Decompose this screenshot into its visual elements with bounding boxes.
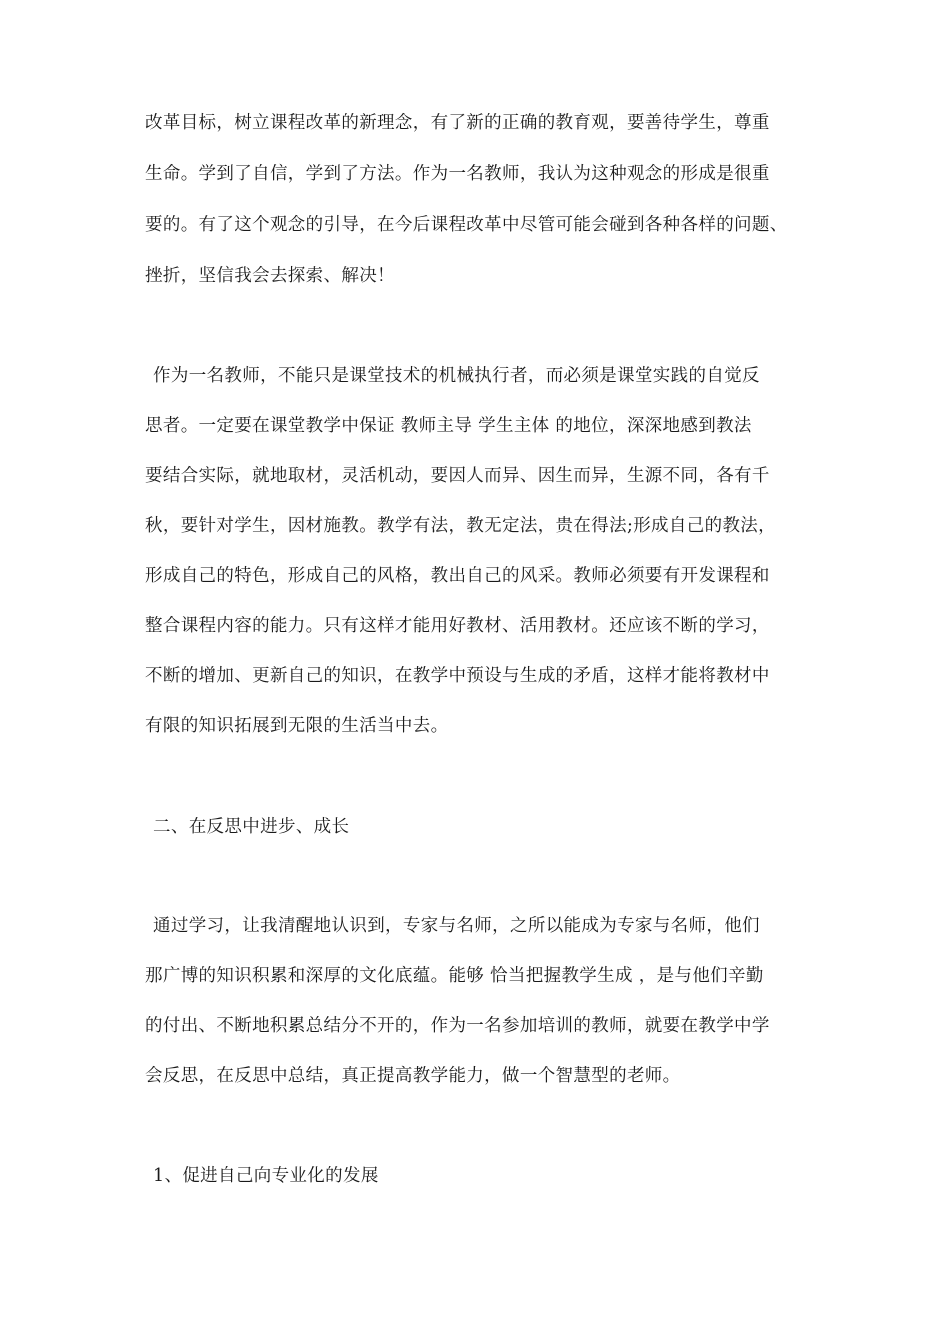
paragraph-1-line-3: 要的。有了这个观念的引导，在今后课程改革中尽管可能会碰到各种各样的问题、 — [145, 215, 788, 235]
paragraph-3-line-3: 的付出、不断地积累总结分不开的，作为一名参加培训的教师，就要在教学中学 — [145, 1016, 770, 1036]
paragraph-2-line-3: 要结合实际，就地取材，灵活机动，要因人而异、因生而异，生源不同，各有千 — [145, 466, 770, 486]
paragraph-3-line-4: 会反思，在反思中总结，真正提高教学能力，做一个智慧型的老师。 — [145, 1066, 681, 1086]
paragraph-1-line-2: 生命。学到了自信，学到了方法。作为一名教师，我认为这种观念的形成是很重 — [145, 164, 770, 184]
paragraph-2-line-4: 秋，要针对学生，因材施教。教学有法，教无定法，贵在得法;形成自己的教法， — [145, 516, 776, 536]
paragraph-2-line-7: 不断的增加、更新自己的知识，在教学中预设与生成的矛盾，这样才能将教材中 — [145, 666, 770, 686]
paragraph-3-line-2: 那广博的知识积累和深厚的文化底蕴。能够 恰当把握教学生成 ，是与他们辛勤 — [145, 966, 764, 986]
paragraph-2-line-2: 思者。一定要在课堂教学中保证 教师主导 学生主体 的地位，深深地感到教法 — [145, 416, 752, 436]
paragraph-3-line-1: 通过学习，让我清醒地认识到，专家与名师，之所以能成为专家与名师，他们 — [153, 916, 760, 936]
paragraph-2-line-1: 作为一名教师，不能只是课堂技术的机械执行者，而必须是课堂实践的自觉反 — [153, 366, 760, 386]
paragraph-2-line-8: 有限的知识拓展到无限的生活当中去。 — [145, 716, 449, 736]
section-heading-2: 二、在反思中进步、成长 — [153, 817, 350, 837]
paragraph-2-line-5: 形成自己的特色，形成自己的风格，教出自己的风采。教师必须要有开发课程和 — [145, 566, 770, 586]
paragraph-2-line-6: 整合课程内容的能力。只有这样才能用好教材、活用教材。还应该不断的学习， — [145, 616, 770, 636]
paragraph-1-line-1: 改革目标，树立课程改革的新理念，有了新的正确的教育观，要善待学生，尊重 — [145, 113, 770, 133]
paragraph-1-line-4: 挫折，坚信我会去探索、解决！ — [145, 266, 395, 286]
subsection-heading-1: 1、促进自己向专业化的发展 — [153, 1166, 379, 1186]
